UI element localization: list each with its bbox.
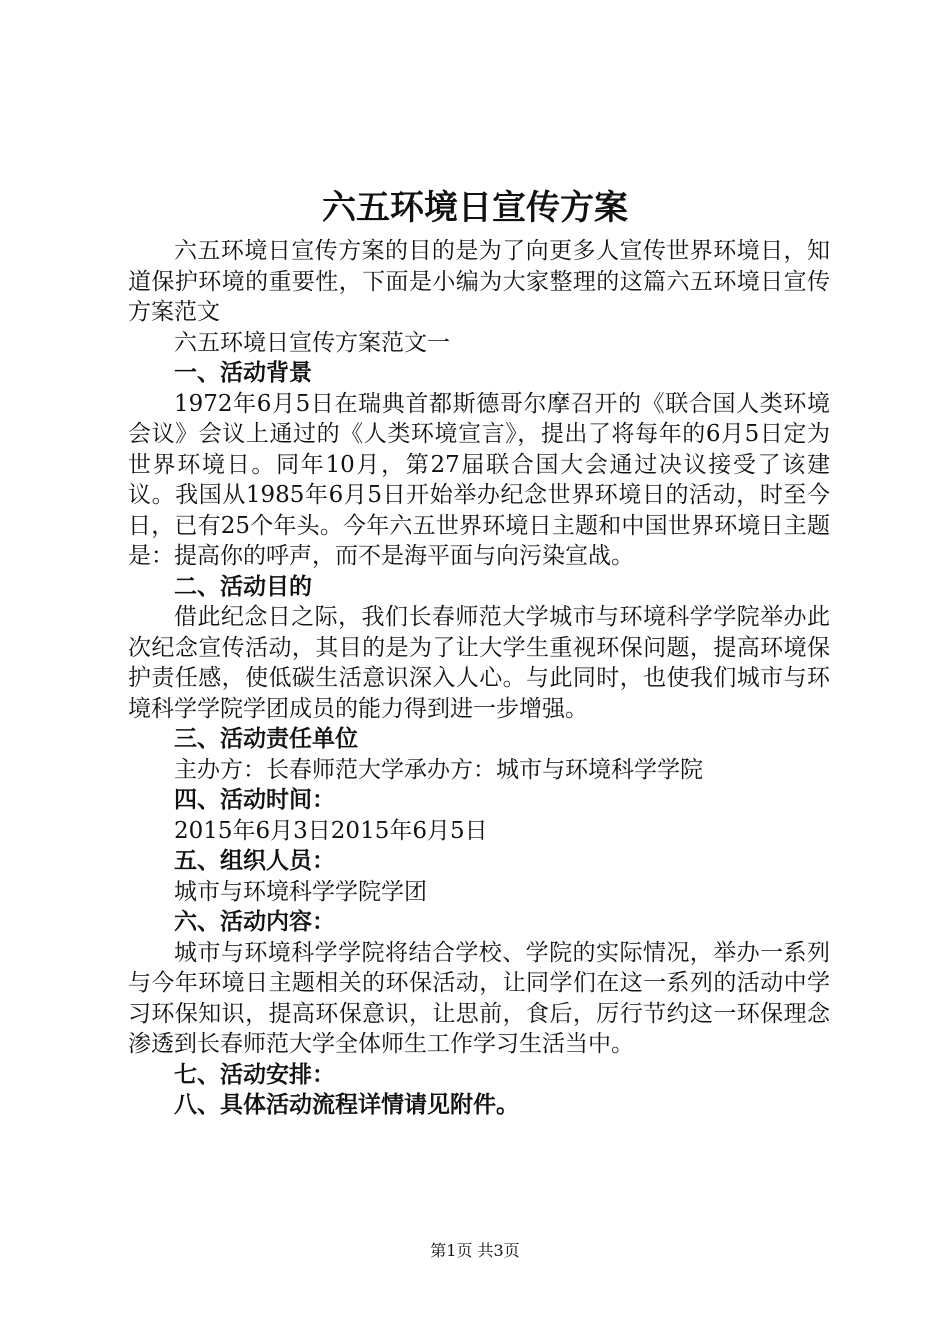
section-text-time: 2015年6月3日2015年6月5日: [174, 817, 488, 844]
section-heading-purpose: 二、活动目的: [174, 572, 312, 600]
section-heading-personnel: 五、组织人员：: [174, 847, 335, 874]
section-heading-process: 八、具体活动流程详情请见附件。: [174, 1091, 519, 1118]
section-heading-time: 四、活动时间：: [174, 786, 335, 813]
page-number-footer: 第1页 共3页: [430, 1241, 520, 1260]
section-heading-content: 六、活动内容：: [174, 908, 335, 935]
document-title: 六五环境日宣传方案: [322, 188, 628, 228]
section-text-background: 1972年6月5日在瑞典首都斯德哥尔摩召开的《联合国人类环境会议》会议上通过的《人类环境宣言》，提出了将每年的6月5日定为世界环境日。同年10月，第27届联合国大会通过决议接受了该建议。我国从1985年6月5日开始举办纪念世界环境日的活动，时至今日，已有25个年头。今年六五世界环境日主题和中国世界环境日主题是：提高你的呼声，而不是海平面与向污染宣战。: [128, 390, 830, 569]
section-heading-organizer: 三、活动责任单位: [174, 725, 358, 752]
section-text-personnel: 城市与环境科学学院学团: [174, 878, 427, 905]
document-body: [128, 236, 830, 1121]
section-text-purpose: 借此纪念日之际，我们长春师范大学城市与环境科学学院举办此次纪念宣传活动，其目的是为了让大学生重视环保问题，提高环境保护责任感，使低碳生活意识深入人心。与此同时，也使我们城市与环境科学学院学团成员的能力得到进一步增强。: [128, 604, 830, 722]
sample-title: 六五环境日宣传方案范文一: [174, 329, 450, 356]
section-text-content: 城市与环境科学学院将结合学校、学院的实际情况，举办一系列与今年环境日主题相关的环保活动，让同学们在这一系列的活动中学习环保知识，提高环保意识，让思前，食后，厉行节约这一环保理念渗透到长春师范大学全体师生工作学习生活当中。: [128, 939, 830, 1057]
section-heading-background: 一、活动背景: [174, 359, 312, 386]
section-text-organizer: 主办方：长春师范大学承办方：城市与环境科学学院: [174, 756, 703, 783]
intro-paragraph: 六五环境日宣传方案的目的是为了向更多人宣传世界环境日，知道保护环境的重要性，下面是小编为大家整理的这篇六五环境日宣传方案范文: [128, 238, 830, 325]
section-heading-schedule: 七、活动安排：: [174, 1060, 335, 1088]
